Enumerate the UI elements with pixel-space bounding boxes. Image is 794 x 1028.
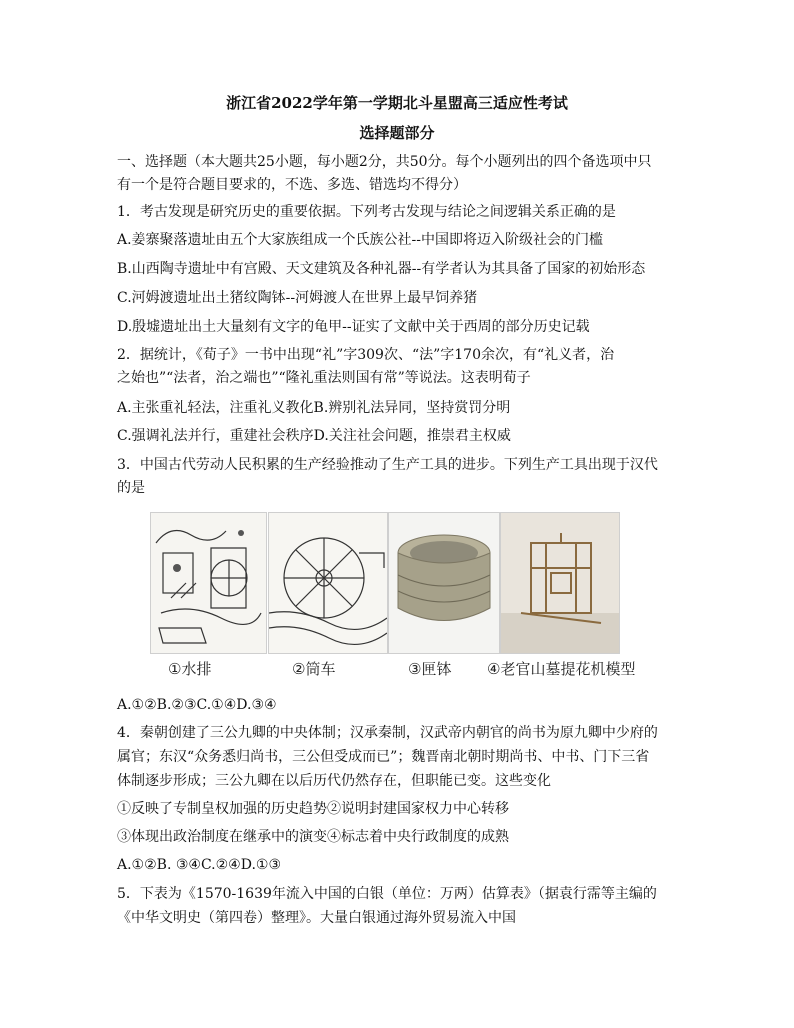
caption-saggar: ③匣钵: [408, 660, 452, 678]
q5-stem-line-2: 《中华文明史（第四卷）整理》。大量白银通过海外贸易流入中国: [117, 910, 516, 926]
exam-title: 浙江省2022学年第一学期北斗星盟高三适应性考试: [226, 94, 568, 112]
q2-options-cd: C.强调礼法并行，重建社会秩序D.关注社会问题，推崇君主权威: [117, 428, 511, 444]
loom-model-photo: [500, 512, 620, 654]
q3-stem-line-1: 3．中国古代劳动人民积累的生产经验推动了生产工具的进步。下列生产工具出现于汉代: [117, 457, 658, 473]
section-intro-line-1: 一、选择题（本大题共25小题，每小题2分，共50分。每个小题列出的四个备选项中只: [117, 154, 652, 170]
q5-stem-line-1: 5．下表为《1570-1639年流入中国的白银（单位：万两）估算表》（据袁行霈等主编的: [117, 886, 657, 902]
q4-stem-line-2: 属官；东汉“众务悉归尚书，三公但受成而已”；魏晋南北朝时期尚书、中书、门下三省: [117, 749, 650, 765]
section-intro-line-2: 有一个是符合题目要求的，不选、多选、错选均不得分）: [117, 177, 467, 193]
q2-stem-line-1: 2．据统计，《荀子》一书中出现“礼”字309次、“法”字170余次，有“礼义者，治: [117, 347, 615, 363]
q1-option-a: A.姜寨聚落遗址由五个大家族组成一个氏族公社--中国即将迈入阶级社会的门槛: [117, 232, 604, 248]
q3-options: A.①②B.②③C.①④D.③④: [117, 697, 277, 713]
q4-options: A.①②B. ③④C.②④D.①③: [117, 857, 281, 873]
caption-water-wheel: ②筒车: [292, 660, 336, 678]
saggar-photo: [388, 512, 500, 654]
q4-stem-line-1: 4．秦朝创建了三公九卿的中央体制；汉承秦制，汉武帝内朝官的尚书为原九卿中少府的: [117, 725, 658, 741]
q4-items-34: ③体现出政治制度在继承中的演变④标志着中央行政制度的成熟: [117, 829, 509, 845]
q4-stem-line-3: 体制逐步形成；三公九卿在以后历代仍然存在，但职能已变。这些变化: [117, 773, 551, 789]
q2-stem-line-2: 之始也”“法者，治之端也”“隆礼重法则国有常”等说法。这表明荀子: [117, 370, 531, 386]
q1-option-b: B.山西陶寺遗址中有宫殿、天文建筑及各种礼器--有学者认为其具备了国家的初始形态: [117, 261, 646, 277]
q3-figure-row: [150, 512, 636, 682]
caption-loom-model: ④老官山墓提花机模型: [487, 660, 636, 678]
water-bellows-illustration: [150, 512, 267, 654]
q2-options-ab: A.主张重礼轻法，注重礼义教化B.辨别礼法异同，坚持赏罚分明: [117, 400, 511, 416]
q1-stem: 1．考古发现是研究历史的重要依据。下列考古发现与结论之间逻辑关系正确的是: [117, 204, 616, 220]
q3-stem-line-2: 的是: [117, 480, 145, 496]
water-wheel-illustration: [268, 512, 388, 654]
section-title: 选择题部分: [359, 124, 435, 142]
caption-water-bellows: ①水排: [168, 660, 212, 678]
q4-items-12: ①反映了专制皇权加强的历史趋势②说明封建国家权力中心转移: [117, 801, 509, 817]
q1-option-c: C.河姆渡遗址出土猪纹陶钵--河姆渡人在世界上最早饲养猪: [117, 290, 478, 306]
q1-option-d: D.殷墟遗址出土大量刻有文字的龟甲--证实了文献中关于西周的部分历史记载: [117, 319, 590, 335]
